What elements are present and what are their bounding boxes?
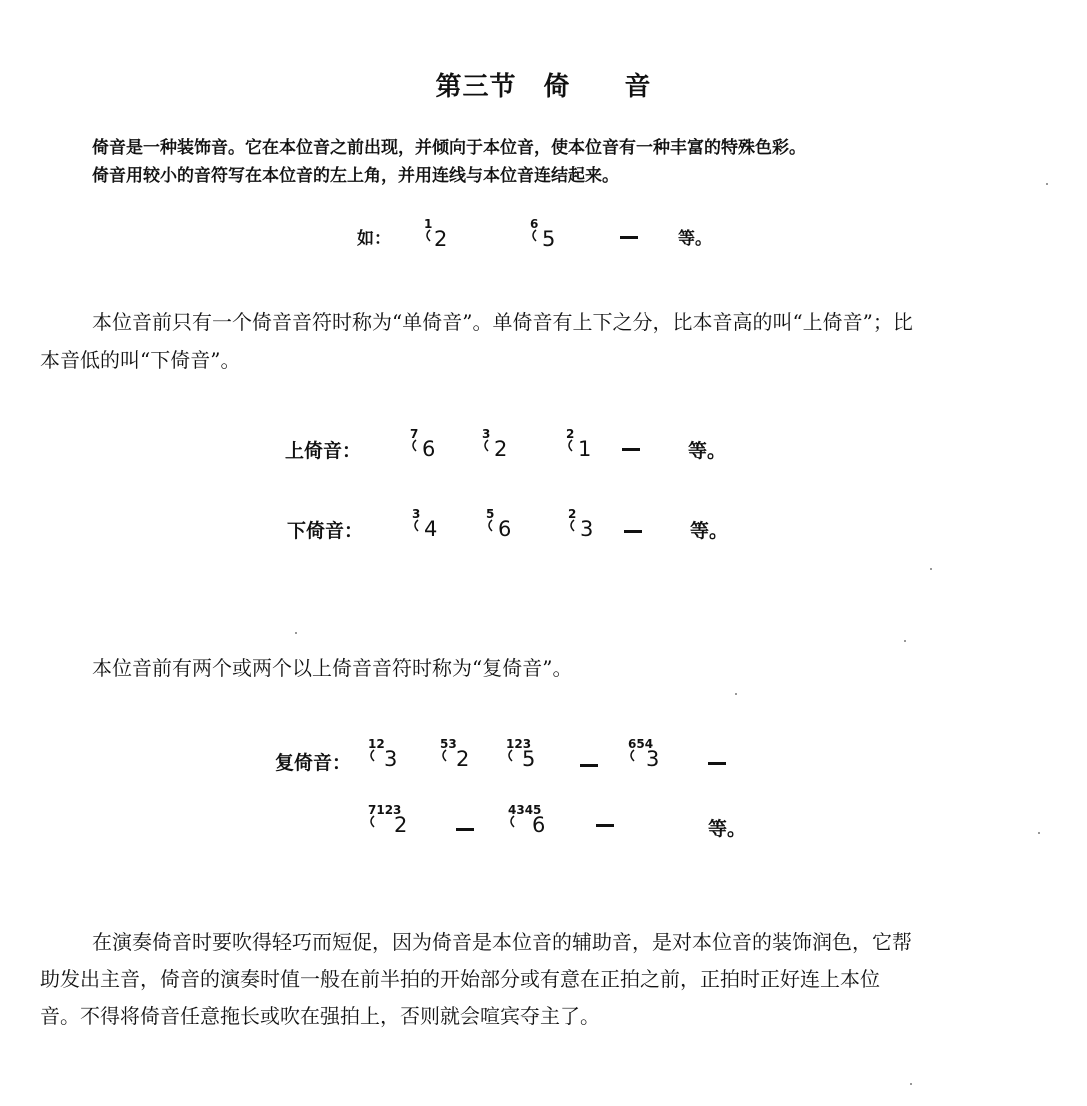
grace-digits: 12	[368, 737, 385, 751]
main-note: 3	[384, 747, 398, 771]
scan-speck	[1046, 183, 1048, 185]
slur-icon	[440, 749, 448, 763]
grace-digit: 7	[410, 427, 419, 441]
slur-icon	[530, 229, 538, 243]
main-note: 1	[578, 437, 592, 461]
main-note: 6	[532, 813, 546, 837]
slur-icon	[410, 439, 418, 453]
grace-digit: 5	[486, 507, 495, 521]
grace-digit: 1	[424, 217, 433, 231]
slur-icon	[568, 519, 576, 533]
slur-icon	[506, 749, 514, 763]
dash-mark	[622, 448, 640, 451]
main-note: 4	[424, 517, 438, 541]
grace-digits: 654	[628, 737, 654, 751]
compound-label: 复倚音：	[275, 752, 352, 774]
scan-speck	[295, 632, 297, 634]
etc-text: 等。	[708, 818, 747, 840]
slur-icon	[412, 519, 420, 533]
perform-line-2: 助发出主音，倚音的演奏时值一般在前半拍的开始部分或有意在正拍之前，正拍时正好连上本位	[40, 967, 880, 991]
scan-speck	[735, 693, 737, 695]
single-line-2: 本音低的叫“下倚音”。	[40, 348, 241, 372]
slur-icon	[424, 229, 432, 243]
grace-digit: 3	[482, 427, 491, 441]
slur-icon	[628, 749, 636, 763]
main-note: 3	[646, 747, 660, 771]
scan-speck	[904, 640, 906, 642]
example-label: 如：	[357, 229, 391, 249]
main-note: 6	[422, 437, 436, 461]
grace-digits: 4345	[508, 803, 542, 817]
dash-mark	[620, 236, 638, 239]
grace-digits: 123	[506, 737, 532, 751]
dash-mark	[624, 530, 642, 533]
perform-line-1: 在演奏倚音时要吹得轻巧而短促，因为倚音是本位音的辅助音，是对本位音的装饰润色，它帮	[92, 930, 912, 954]
grace-digit: 3	[412, 507, 421, 521]
intro-line-1: 倚音是一种装饰音。它在本位音之前出现，并倾向于本位音，使本位音有一种丰富的特殊色彩。	[92, 138, 806, 158]
upper-label: 上倚音：	[285, 440, 362, 462]
main-note: 3	[580, 517, 594, 541]
slur-icon	[368, 749, 376, 763]
grace-digit: 6	[530, 217, 539, 231]
slur-icon	[482, 439, 490, 453]
slur-icon	[508, 815, 516, 829]
section-title: 第三节 倚 音	[435, 72, 652, 102]
perform-line-3: 音。不得将倚音任意拖长或吹在强拍上，否则就会喧宾夺主了。	[40, 1004, 600, 1028]
main-note: 5	[542, 227, 556, 251]
main-note: 6	[498, 517, 512, 541]
grace-digit: 2	[568, 507, 577, 521]
dash-mark	[580, 764, 598, 767]
grace-digits: 7123	[368, 803, 402, 817]
etc-text: 等。	[688, 440, 727, 462]
grace-digit: 2	[566, 427, 575, 441]
scan-speck	[1038, 832, 1040, 834]
scan-speck	[910, 1083, 912, 1085]
single-line-1: 本位音前只有一个倚音音符时称为“单倚音”。单倚音有上下之分，比本音高的叫“上倚音”；比	[92, 310, 913, 334]
main-note: 5	[522, 747, 536, 771]
slur-icon	[486, 519, 494, 533]
grace-digits: 53	[440, 737, 457, 751]
etc-text: 等。	[678, 229, 712, 249]
main-note: 2	[394, 813, 408, 837]
main-note: 2	[434, 227, 448, 251]
main-note: 2	[456, 747, 470, 771]
dash-mark	[708, 762, 726, 765]
lower-label: 下倚音：	[287, 520, 364, 542]
dash-mark	[596, 824, 614, 827]
compound-line: 本位音前有两个或两个以上倚音音符时称为“复倚音”。	[92, 656, 573, 680]
dash-mark	[456, 828, 474, 831]
etc-text: 等。	[690, 520, 729, 542]
main-note: 2	[494, 437, 508, 461]
slur-icon	[368, 815, 376, 829]
intro-line-2: 倚音用较小的音符写在本位音的左上角，并用连线与本位音连结起来。	[92, 166, 619, 186]
slur-icon	[566, 439, 574, 453]
scan-speck	[930, 568, 932, 570]
